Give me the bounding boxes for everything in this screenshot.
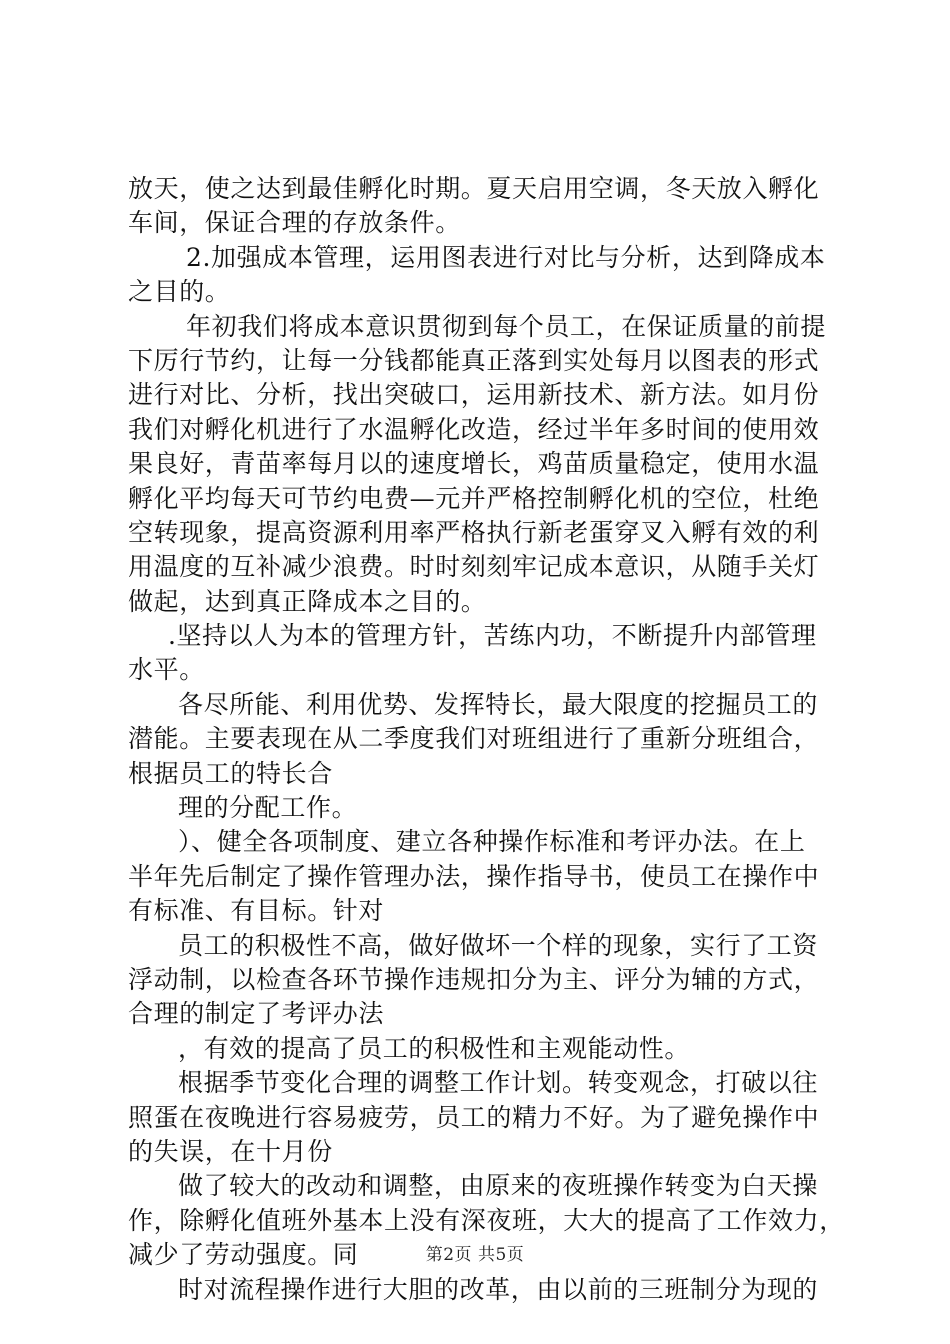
text-line: 作，除孵化值班外基本上没有深夜班，大大的提高了工作效力， bbox=[128, 1205, 845, 1235]
text-line: 减少了劳动强度。同 bbox=[128, 1240, 359, 1270]
text-line: 有标准、有目标。针对 bbox=[128, 896, 385, 926]
text-line: 果良好，青苗率每月以的速度增长，鸡苗质量稳定，使用水温 bbox=[128, 449, 820, 479]
text-line: 之目的。 bbox=[128, 277, 231, 307]
text-line: 年初我们将成本意识贯彻到每个员工，在保证质量的前提 bbox=[186, 311, 827, 341]
text-line: 员工的积极性不高，做好做坏一个样的现象，实行了工资 bbox=[178, 930, 819, 960]
page-footer bbox=[0, 1240, 950, 1265]
text-line: 根据季节变化合理的调整工作计划。转变观念，打破以往 bbox=[178, 1068, 819, 1098]
text-line: 放天，使之达到最佳孵化时期。夏天启用空调，冬天放入孵化 bbox=[128, 174, 820, 203]
text-line: 用温度的互补减少浪费。时时刻刻牢记成本意识，从随手关灯 bbox=[128, 552, 820, 582]
text-line: 浮动制，以检查各环节操作违规扣分为主、评分为辅的方式， bbox=[128, 964, 820, 994]
text-line: 理的分配工作。 bbox=[178, 793, 358, 823]
text-line: 2.加强成本管理，运用图表进行对比与分析，达到降成本 bbox=[186, 242, 826, 272]
body-text bbox=[128, 172, 845, 1307]
text-line: 我们对孵化机进行了水温孵化改造，经过半年多时间的使用效 bbox=[128, 414, 820, 444]
text-line: 时对流程操作进行大胆的改革，由以前的三班制分为现的 bbox=[178, 1274, 819, 1304]
text-line: 的失误，在十月份 bbox=[128, 1136, 333, 1166]
text-line: 进行对比、分析，找出突破口，运用新技术、新方法。如月份 bbox=[128, 380, 820, 410]
text-line: 照蛋在夜晚进行容易疲劳，员工的精力不好。为了避免操作中 bbox=[128, 1102, 820, 1132]
text-line: 做起，达到真正降成本之目的。 bbox=[128, 586, 487, 616]
text-line: 空转现象，提高资源利用率严格执行新老蛋穿叉入孵有效的利 bbox=[128, 517, 820, 547]
text-line: .坚持以人为本的管理方针，苦练内功，不断提升内部管理 bbox=[168, 621, 817, 651]
text-line: 下厉行节约，让每一分钱都能真正落到实处每月以图表的形式 bbox=[128, 345, 820, 375]
text-line: 水平。 bbox=[128, 655, 205, 685]
text-line: ）、健全各项制度、建立各种操作标准和考评办法。在上 bbox=[178, 827, 806, 857]
text-line: ，有效的提高了员工的积极性和主观能动性。 bbox=[178, 1033, 691, 1063]
page-number-label: 第2页 共5页 bbox=[425, 1245, 525, 1265]
text-line: 潜能。主要表现在从二季度我们对班组进行了重新分班组合， bbox=[128, 724, 820, 754]
text-line: 做了较大的改动和调整，由原来的夜班操作转变为白天操 bbox=[178, 1171, 819, 1201]
text-line: 合理的制定了考评办法 bbox=[128, 999, 385, 1029]
text-line: 车间，保证合理的存放条件。 bbox=[128, 208, 461, 238]
text-line: 孵化平均每天可节约电费—元并严格控制孵化机的空位，杜绝 bbox=[128, 483, 820, 513]
text-line: 半年先后制定了操作管理办法，操作指导书，使员工在操作中 bbox=[128, 861, 820, 891]
text-line: 各尽所能、利用优势、发挥特长，最大限度的挖掘员工的 bbox=[178, 689, 819, 719]
text-line: 根据员工的特长合 bbox=[128, 758, 333, 788]
